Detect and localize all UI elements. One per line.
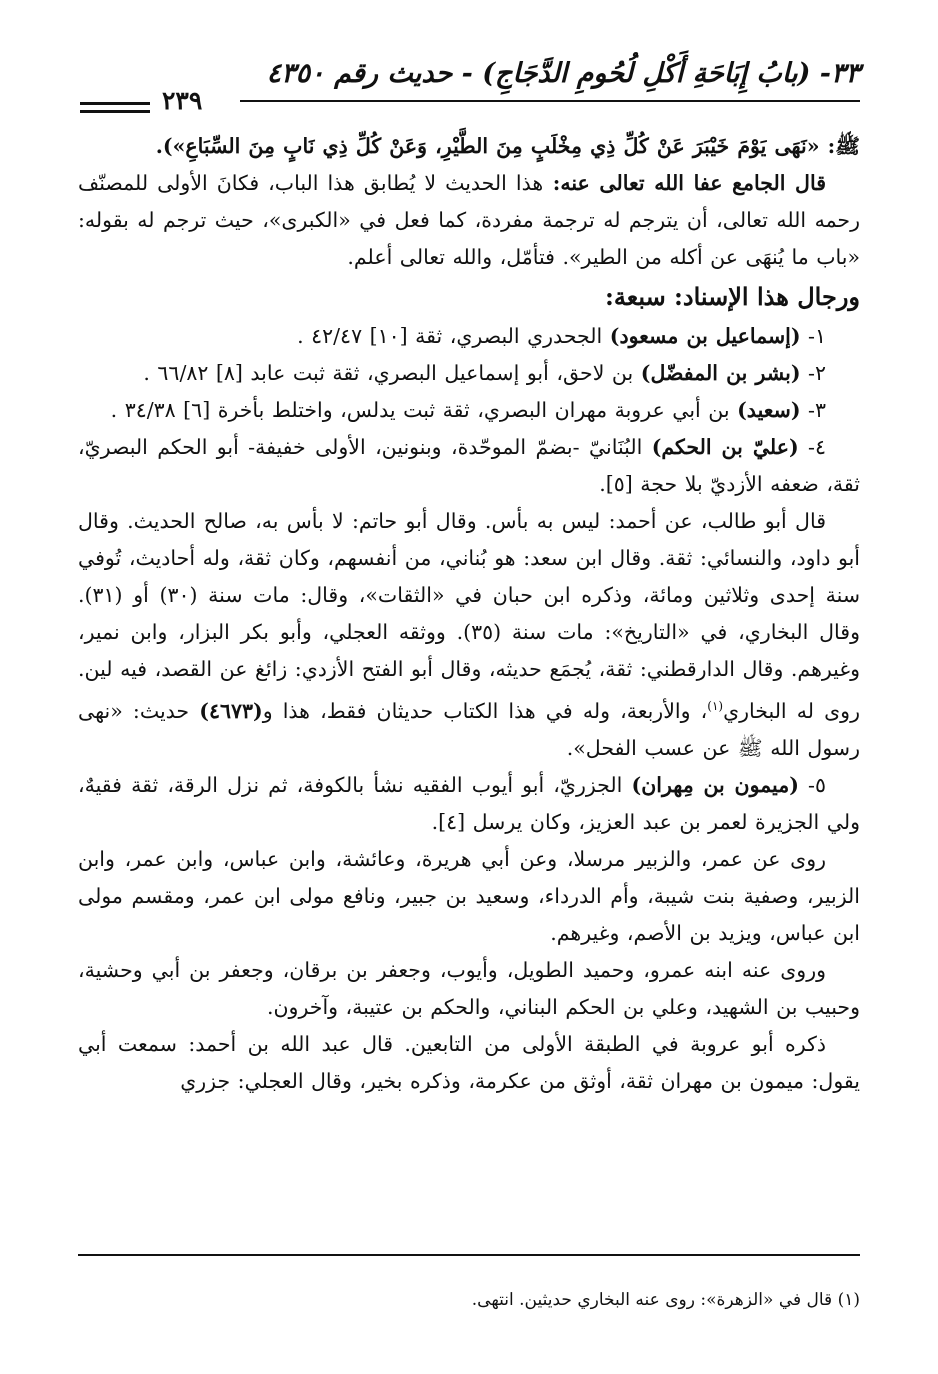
paragraph: [78, 318, 860, 355]
text-run: ذكره أبو عروبة في الطبقة الأولى من التابعين. قال عبد الله بن أحمد: سمعت أبي يقول: ميمون بن مهران ثقة، أوثق من عكرمة، وذكره بخير، وقال العجلي: جزري: [78, 1031, 860, 1093]
paragraph: [78, 1026, 860, 1100]
bold-text: (ميمون بن مِهران): [631, 772, 799, 797]
bold-text: (٤٦٧٣): [199, 698, 263, 723]
page-number: ٢٣٩: [162, 86, 203, 115]
page-number-rules: [80, 102, 150, 118]
text-run: ، والأربعة، وله في هذا الكتاب حديثان فقط، هذا و: [262, 698, 708, 723]
text-run: ٢-: [800, 361, 826, 385]
text-run: هذا الحديث لا يُطابق هذا الباب، فكانَ الأولى للمصنّف رحمه الله تعالى، أن يترجم له ترجمة مفردة، كما فعل في «الكبرى»، حيث ترجم له بقوله: «باب ما يُنهَى عن أكله من الطير». فتأمّل، والله تعالى أعلم.: [78, 171, 860, 269]
text-run: الجزريّ، أبو أيوب الفقيه نشأ بالكوفة، ثم نزل الرقة، ثقة فقيهٌ، ولي الجزيرة لعمر بن عبد العزيز، وكان يرسل [٤].: [78, 772, 860, 834]
page-header: [80, 58, 860, 118]
text-run: حديث: «نهى رسول الله ﷺ عن عسب الفحل».: [78, 698, 860, 760]
header-rule: [240, 100, 860, 102]
paragraph: [78, 355, 860, 392]
text-run: بن لاحق، أبو إسماعيل البصري، ثقة ثبت عابد [٨] ٦٦/٨٢ .: [143, 361, 641, 385]
paragraph: [78, 767, 860, 841]
text-run: ٣-: [800, 398, 826, 422]
narrator-five-bio: [78, 841, 860, 1100]
paragraph: [78, 165, 860, 276]
text-run: قال أبو طالب، عن أحمد: ليس به بأس. وقال أبو حاتم: لا بأس به، صالح الحديث. وقال أبو داود، والنسائي: ثقة. وقال ابن سعد: هو بُناني، من أنفسهم، وكان ثقة، وله أحاديث، تُوفي سنة إحدى وثلاثين ومائة، وذكره ابن حبان في «الثقات»، وقال: مات سنة (٣٠) أو (٣١). وقال البخاري، في «التاريخ»: مات سنة (٣٥). ووثقه العجلي، وأبو بكر البزار، وابن نمير، وغيرهم. وقال الدارقطني: ثقة، يُجمَع حديثه، وقال أبو الفتح الأزدي: زائغ عن القصد، فيه لين. روى له البخاري: [78, 509, 860, 723]
text-run: الجحدري البصري، ثقة [١٠] ٤٢/٤٧ .: [297, 324, 610, 348]
text-run: ٤-: [798, 435, 826, 459]
narrator-five: [78, 767, 860, 841]
footnote-rule: [78, 1254, 860, 1256]
paragraph: [78, 841, 860, 952]
text-run: البُنَانيّ -بضمّ الموحّدة، وبنونين، الأولى خفيفة- أبو الحكم البصريّ، ثقة، ضعفه الأزديّ بلا حجة [٥].: [78, 435, 860, 496]
intro-section: [78, 128, 860, 276]
paragraph: [78, 128, 860, 165]
bold-text: (عليّ بن الحكم): [651, 435, 799, 459]
bold-text: قال الجامع عفا الله تعالى عنه:: [543, 171, 826, 195]
paragraph: [78, 952, 860, 1026]
bold-text: (بشر بن المفضّل): [640, 361, 801, 385]
text-run: ٥-: [798, 772, 826, 797]
paragraph: [78, 503, 860, 767]
text-run: ١-: [800, 324, 826, 348]
page-body: [78, 128, 860, 1100]
text-run: روى عن عمر، والزبير مرسلا، وعن أبي هريرة، وعائشة، وابن عباس، وابن عمر، وابن الزبير، وصفية بنت شيبة، وأم الدرداء، وسعيد بن جبير، ونافع مولى ابن عمر، ومقسم مولى ابن عباس، ويزيد بن الأصم، وغيرهم.: [78, 846, 860, 945]
paragraph: [78, 429, 860, 503]
bold-text: ﷺ: «نَهَى يَوْمَ خَيْبَرَ عَنْ كُلِّ ذِي مِخْلَبٍ مِنَ الطَّيْرِ، وَعَنْ كُلِّ ذِي نَابٍ مِنَ السِّبَاعِ»).: [155, 134, 860, 158]
footnote: (١) قال في «الزهرة»: روى عنه البخاري حديثين. انتهى.: [471, 1290, 860, 1310]
paragraph: [78, 392, 860, 429]
bold-text: (سعيد): [737, 398, 801, 422]
chapter-title: ٣٣- (بابُ إِبَاحَةِ أَكْلِ لُحُومِ الدَّجَاجِ) - حديث رقم ٤٣٥٠: [266, 58, 860, 89]
text-run: بن أبي عروبة مهران البصري، ثقة ثبت يدلس، واختلط بأخرة [٦] ٣٤/٣٨ .: [110, 398, 738, 422]
narrator-bio: [78, 503, 860, 767]
text-run: وروى عنه ابنه عمرو، وحميد الطويل، وأيوب، وجعفر بن برقان، وجعفر بن أبي وحشية، وحبيب بن الشهيد، وعلي بن الحكم البناني، والحكم بن عتيبة، وآخرون.: [78, 957, 860, 1019]
footnote-marker: (١): [707, 699, 724, 713]
bold-text: (إسماعيل بن مسعود): [609, 324, 801, 348]
section-heading: ورجال هذا الإسناد: سبعة:: [605, 282, 860, 311]
narrators-section: [78, 318, 860, 503]
